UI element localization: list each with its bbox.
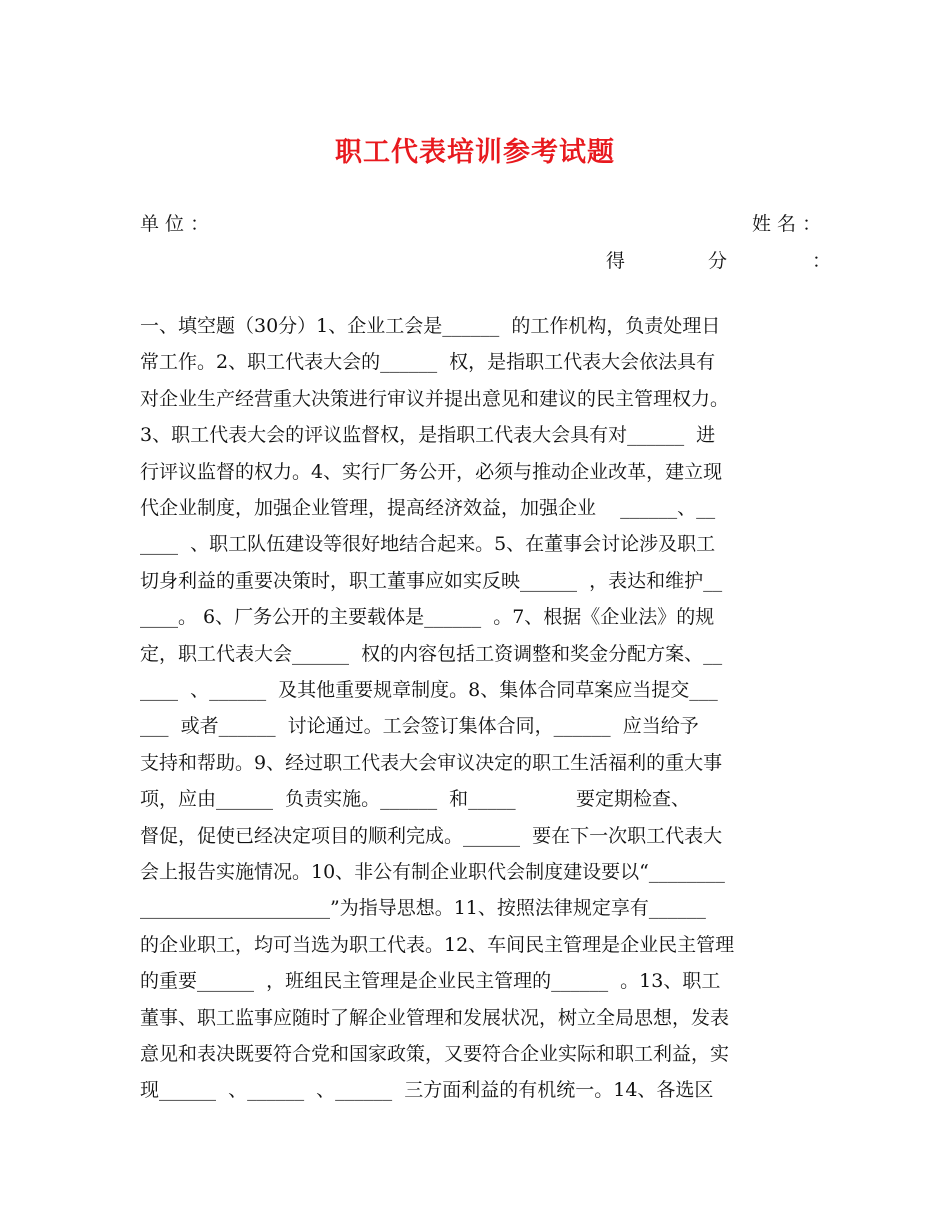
unit-label: 单 位 ：: [140, 213, 210, 235]
text-line: ____ 、职工队伍建设等很好地结合起来。5、在董事会讨论涉及职工: [140, 533, 716, 556]
text-line: 督促，促使已经决定项目的顺利完成。______ 要在下一次职工代表大: [140, 824, 723, 847]
score-label-char2: 分: [708, 250, 728, 272]
text-line: 的企业职工，均可当选为职工代表。12、车间民主管理是企业民主管理: [140, 933, 735, 956]
score-label-char1: 得: [606, 250, 626, 272]
text-line: 常工作。2、职工代表大会的______ 权，是指职工代表大会依法具有: [140, 351, 716, 374]
score-colon: ：: [812, 250, 832, 272]
text-line: 的重要______ ，班组民主管理是企业民主管理的______ 。13、职工: [140, 970, 721, 993]
text-line: 现______ 、______ 、______ 三方面利益的有机统一。14、各选区: [140, 1079, 714, 1102]
text-line: ___ 或者______ 讨论通过。工会签订集体合同，______ 应当给予: [140, 715, 699, 738]
text-line: 代企业制度，加强企业管理，提高经济效益，加强企业 ______、__: [140, 497, 716, 519]
text-line: 对企业生产经营重大决策进行审议并提出意见和建议的民主管理权力。: [140, 387, 730, 410]
text-line: ____。 6、厂务公开的主要载体是______ 。7、根据《企业法》的规: [140, 606, 715, 629]
text-line: 会上报告实施情况。10、非公有制企业职代会制度建设要以“________: [140, 861, 725, 883]
text-line: 行评议监督的权力。4、实行厂务公开，必须与推动企业改革，建立现: [140, 460, 723, 483]
text-line: 董事、职工监事应随时了解企业管理和发展状况，树立全局思想，发表: [140, 1006, 730, 1029]
page-title: 职工代表培训参考试题: [335, 137, 615, 168]
text-line: 项，应由______ 负责实施。______ 和_____ 要定期检查、: [140, 788, 691, 811]
text-line: 3、职工代表大会的评议监督权，是指职工代表大会具有对______ 进: [140, 424, 716, 447]
text-line: ____ 、______ 及其他重要规章制度。8、集体合同草案应当提交___: [140, 679, 718, 701]
text-line: 一、填空题（30分）1、企业工会是______ 的工作机构，负责处理日: [140, 315, 721, 337]
name-label: 姓 名 ：: [752, 213, 822, 235]
text-line: 切身利益的重要决策时，职工董事应如实反映______ ，表达和维护__: [140, 569, 723, 592]
text-line: ____________________”为指导思想。11、按照法律规定享有______: [140, 897, 706, 920]
text-line: 支持和帮助。9、经过职工代表大会审议决定的职工生活福利的重大事: [140, 751, 723, 774]
text-line: 定，职工代表大会______ 权的内容包括工资调整和奖金分配方案、__: [140, 642, 723, 665]
text-line: 意见和表决既要符合党和国家政策，又要符合企业实际和职工利益，实: [140, 1043, 730, 1065]
